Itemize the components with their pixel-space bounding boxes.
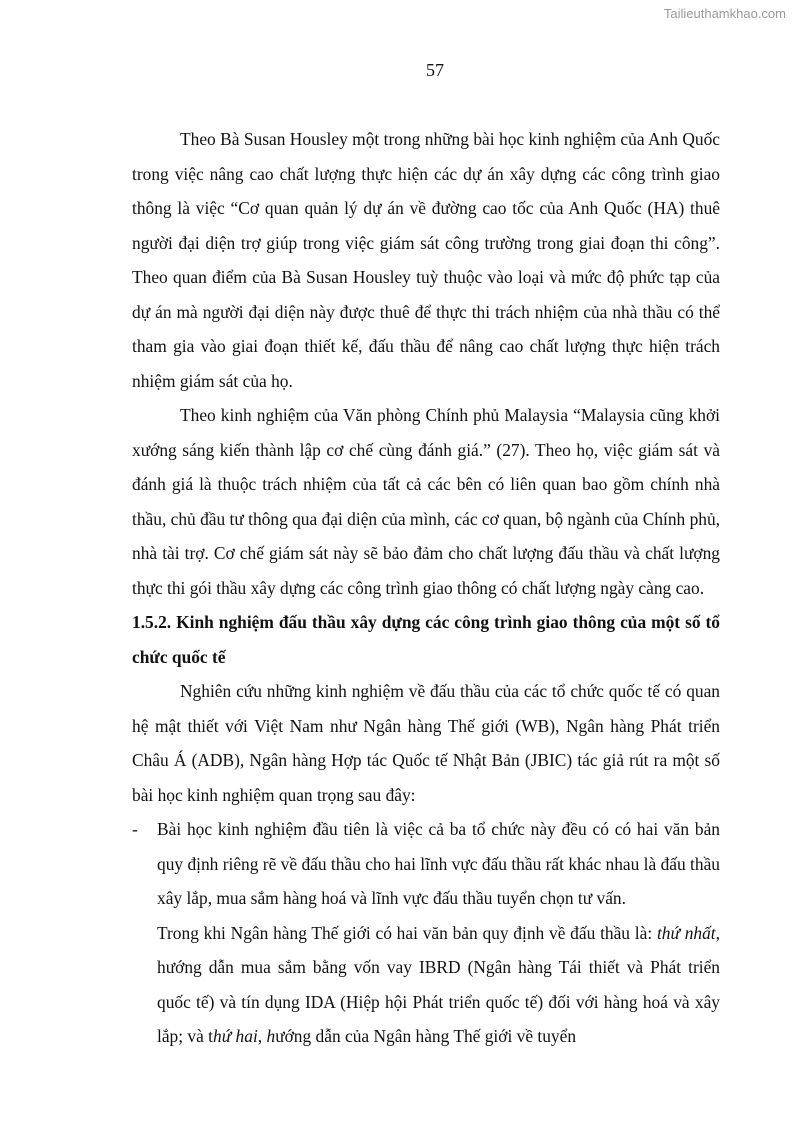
paragraph-world-bank bbox=[132, 916, 720, 1054]
wb-text-a: Trong khi Ngân hàng Thế giới có hai văn bản quy định về đấu thầu là: bbox=[157, 922, 657, 943]
list-dash: - bbox=[132, 819, 138, 839]
paragraph-housley: Theo Bà Susan Housley một trong những bài học kinh nghiệm của Anh Quốc trong việc nâng cao chất lượng thực hiện các dự án xây dựng các công trình giao thông là việc “Cơ quan quản lý dự án về đường cao tốc của Anh Quốc (HA) thuê người đại diện trợ giúp trong việc giám sát công trường trong giai đoạn thi công”. Theo quan điểm của Bà Susan Housley tuỳ thuộc vào loại và mức độ phức tạp của dự án mà người đại diện này được thuê để thực thi trách nhiệm của nhà thầu có thể tham gia vào giai đoạn thiết kế, đấu thầu để nâng cao chất lượng thực hiện trách nhiệm giám sát của họ. bbox=[132, 129, 720, 391]
paragraph-malaysia: Theo kinh nghiệm của Văn phòng Chính phủ Malaysia “Malaysia cũng khởi xướng sáng kiến thành lập cơ chế cùng đánh giá.” (27). Theo họ, việc giám sát và đánh giá là thuộc trách nhiệm của tất cả các bên có liên quan bao gồm chính nhà thầu, chủ đầu tư thông qua đại diện của mình, các cơ quan, bộ ngành của Chính phủ, nhà tài trợ. Cơ chế giám sát này sẽ bảo đảm cho chất lượng đấu thầu và chất lượng thực thi gói thầu xây dựng các công trình giao thông có chất lượng ngày càng cao. bbox=[132, 405, 721, 598]
paragraph-international-orgs: Nghiên cứu những kinh nghiệm về đấu thầu của các tổ chức quốc tế có quan hệ mật thiết với Việt Nam như Ngân hàng Thế giới (WB), Ngân hàng Phát triển Châu Á (ADB), Ngân hàng Hợp tác Quốc tế Nhật Bản (JBIC) tác giả rút ra một số bài học kinh nghiệm quan trọng sau đây: bbox=[132, 681, 720, 805]
wb-text-second: hứ hai, h bbox=[213, 1026, 276, 1046]
list-item bbox=[132, 812, 720, 916]
list-item-text: Bài học kinh nghiệm đầu tiên là việc cả ba tổ chức này đều có có hai văn bản quy định riêng rẽ về đấu thầu cho hai lĩnh vực đấu thầu rất khác nhau là đấu thầu xây lắp, mua sắm hàng hoá và lĩnh vực đấu thầu tuyển chọn tư vấn. bbox=[157, 819, 720, 908]
page-number: 57 bbox=[426, 60, 444, 80]
wb-text-first: thứ nhất bbox=[656, 922, 716, 943]
watermark: Tailieuthamkhao.com bbox=[663, 6, 786, 21]
wb-text-e: ướng dẫn của Ngân hàng Thế giới về tuyển bbox=[275, 1026, 577, 1046]
wb-text-c: , hướng dẫn mua sắm bằng vốn vay IBRD (Ngân hàng Tái thiết và Phát triển quốc tế) và tín dụng IDA (Hiệp hội Phát triển quốc tế) đối với hàng hoá và xây lắp; và t bbox=[157, 922, 720, 1046]
document-body bbox=[132, 122, 720, 1054]
section-heading: 1.5.2. Kinh nghiệm đấu thầu xây dựng các công trình giao thông của một số tổ chức quốc tế bbox=[132, 612, 720, 667]
